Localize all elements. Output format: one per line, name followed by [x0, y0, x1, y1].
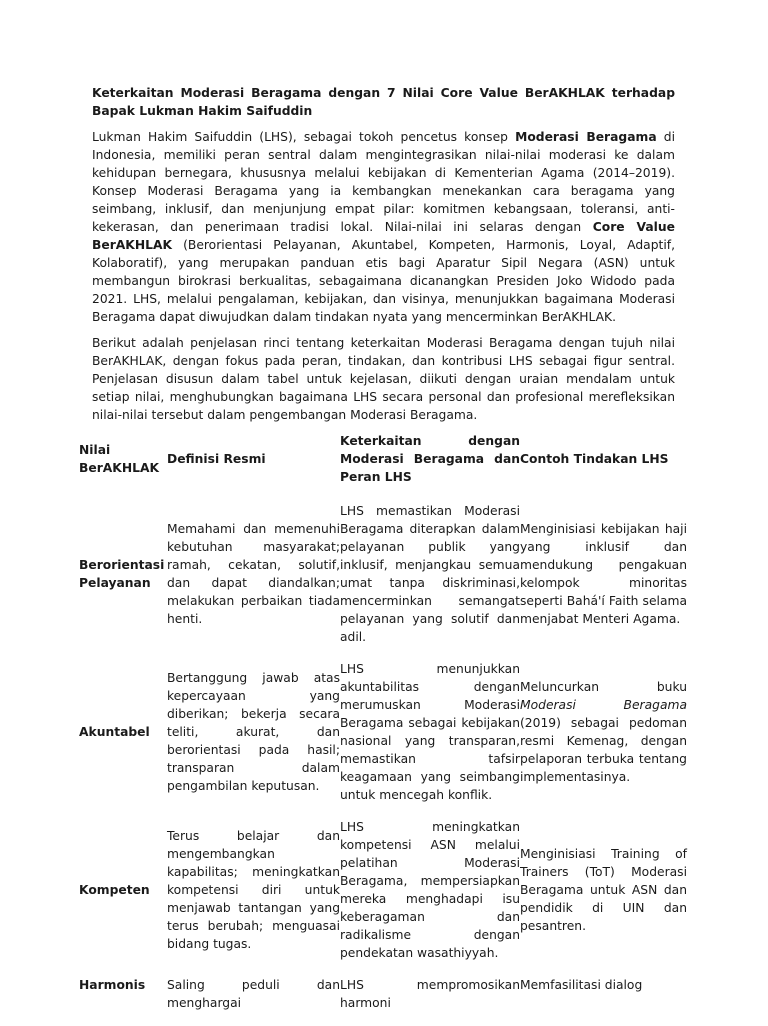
table-row: [79, 502, 687, 660]
value-example: [520, 660, 687, 818]
intro-paragraph-1: [92, 128, 675, 326]
table-row: [79, 660, 687, 818]
example-text: Memfasilitasi dialog: [520, 978, 643, 992]
table-row: [79, 818, 687, 976]
example-text-rest: (2019) sebagai pedoman resmi Kemenag, dengan pelaporan terbuka tentang implementasinya.: [520, 716, 687, 784]
document-page: [79, 84, 687, 1026]
intro-bold-core-value: Core Value BerAKHLAK: [92, 220, 675, 252]
values-table: [79, 432, 687, 1026]
document-title: Keterkaitan Moderasi Beragama dengan 7 Nilai Core Value BerAKHLAK terhadap Bapak Lukman Hakim Saifuddin: [92, 86, 675, 118]
value-example: [520, 976, 687, 1026]
table-header-row: [79, 432, 687, 502]
example-text: Meluncurkan buku: [520, 680, 687, 694]
intro-bold-moderasi: Moderasi Beragama: [515, 130, 657, 144]
value-name: Harmonis: [79, 978, 146, 992]
header-keterkaitan: Keterkaitan dengan Moderasi Beragama dan Peran LHS: [340, 434, 520, 484]
header-contoh: Contoh Tindakan LHS: [520, 452, 669, 466]
value-relation: LHS mempromosikan harmoni: [340, 978, 520, 1010]
header-definisi: Definisi Resmi: [167, 452, 266, 466]
header-nilai: Nilai BerAKHLAK: [79, 443, 159, 475]
value-name: Kompeten: [79, 883, 150, 897]
intro-paragraph-2: Berikut adalah penjelasan rinci tentang keterkaitan Moderasi Beragama dengan tujuh nilai BerAKHLAK, dengan fokus pada peran, tindakan, dan kontribusi LHS sebagai figur sentral. Penjelasan disusun dalam tabel untuk kejelasan, diikuti dengan uraian mendalam untuk setiap nilai, menghubungkan bagaimana LHS secara personal dan profesional merefleksikan nilai-nilai tersebut dalam pengembangan Moderasi Beragama.: [92, 336, 675, 422]
value-relation: LHS menunjukkan akuntabilitas dengan merumuskan Moderasi Beragama sebagai kebijakan nasional yang transparan, memastikan tafsir keagamaan yang seimbang untuk mencegah konflik.: [340, 662, 520, 802]
example-book-title: Moderasi Beragama: [520, 698, 687, 712]
value-definition: Memahami dan memenuhi kebutuhan masyarakat; ramah, cekatan, solutif, dan dapat diandalkan; melakukan perbaikan tiada henti.: [167, 522, 340, 626]
table-row: [79, 976, 687, 1026]
intro-text-1a: Lukman Hakim Saifuddin (LHS), sebagai tokoh pencetus konsep: [92, 130, 516, 144]
value-name: Akuntabel: [79, 725, 150, 739]
example-text: Menginisiasi kebijakan haji yang inklusif dan mendukung pengakuan kelompok minoritas seperti Bahá'í Faith selama menjabat Menteri Agama.: [520, 522, 687, 626]
intro-text-1c: (Berorientasi Pelayanan, Akuntabel, Kompeten, Harmonis, Loyal, Adaptif, Kolaboratif), yang merupakan panduan etis bagi Aparatur Sipil Negara (ASN) untuk membangun birokrasi berkualitas, sebagaimana dicanangkan Presiden Joko Widodo pada 2021. LHS, melalui pengalaman, kebijakan, dan visinya, menunjukkan bagaimana Moderasi Beragama dapat diwujudkan dalam tindakan nyata yang mencerminkan BerAKHLAK.: [92, 238, 675, 324]
example-text: Menginisiasi Training of Trainers (ToT) Moderasi Beragama untuk ASN dan pendidik di UIN dan pesantren.: [520, 847, 687, 933]
value-example: [520, 818, 687, 976]
intro-text-1b: di Indonesia, memiliki peran sentral dalam mengintegrasikan nilai-nilai moderasi ke dalam kehidupan bernegara, khususnya melalui kebijakan di Kementerian Agama (2014–2019). Konsep Moderasi Beragama yang ia kembangkan menekankan cara beragama yang seimbang, inklusif, dan menjunjung empat pilar: komitmen kebangsaan, toleransi, anti-kekerasan, dan penerimaan tradisi lokal. Nilai-nilai ini selaras dengan: [92, 130, 675, 234]
value-definition: Bertanggung jawab atas kepercayaan yang diberikan; bekerja secara teliti, akurat, dan berorientasi pada hasil; transparan dalam pengambilan keputusan.: [167, 671, 340, 793]
value-name: Berorientasi Pelayanan: [79, 558, 165, 590]
value-definition: Saling peduli dan menghargai: [167, 978, 340, 1010]
value-relation: LHS memastikan Moderasi Beragama diterapkan dalam pelayanan publik yang inklusif, menjangkau semua umat tanpa diskriminasi, mencerminkan semangat pelayanan yang solutif dan adil.: [340, 504, 520, 644]
value-definition: Terus belajar dan mengembangkan kapabilitas; meningkatkan kompetensi diri untuk menjawab tantangan yang terus berubah; menguasai bidang tugas.: [167, 829, 340, 951]
value-example: [520, 502, 687, 660]
value-relation: LHS meningkatkan kompetensi ASN melalui pelatihan Moderasi Beragama, mempersiapkan mereka menghadapi isu keberagaman dan radikalisme dengan pendekatan wasathiyyah.: [340, 820, 520, 960]
